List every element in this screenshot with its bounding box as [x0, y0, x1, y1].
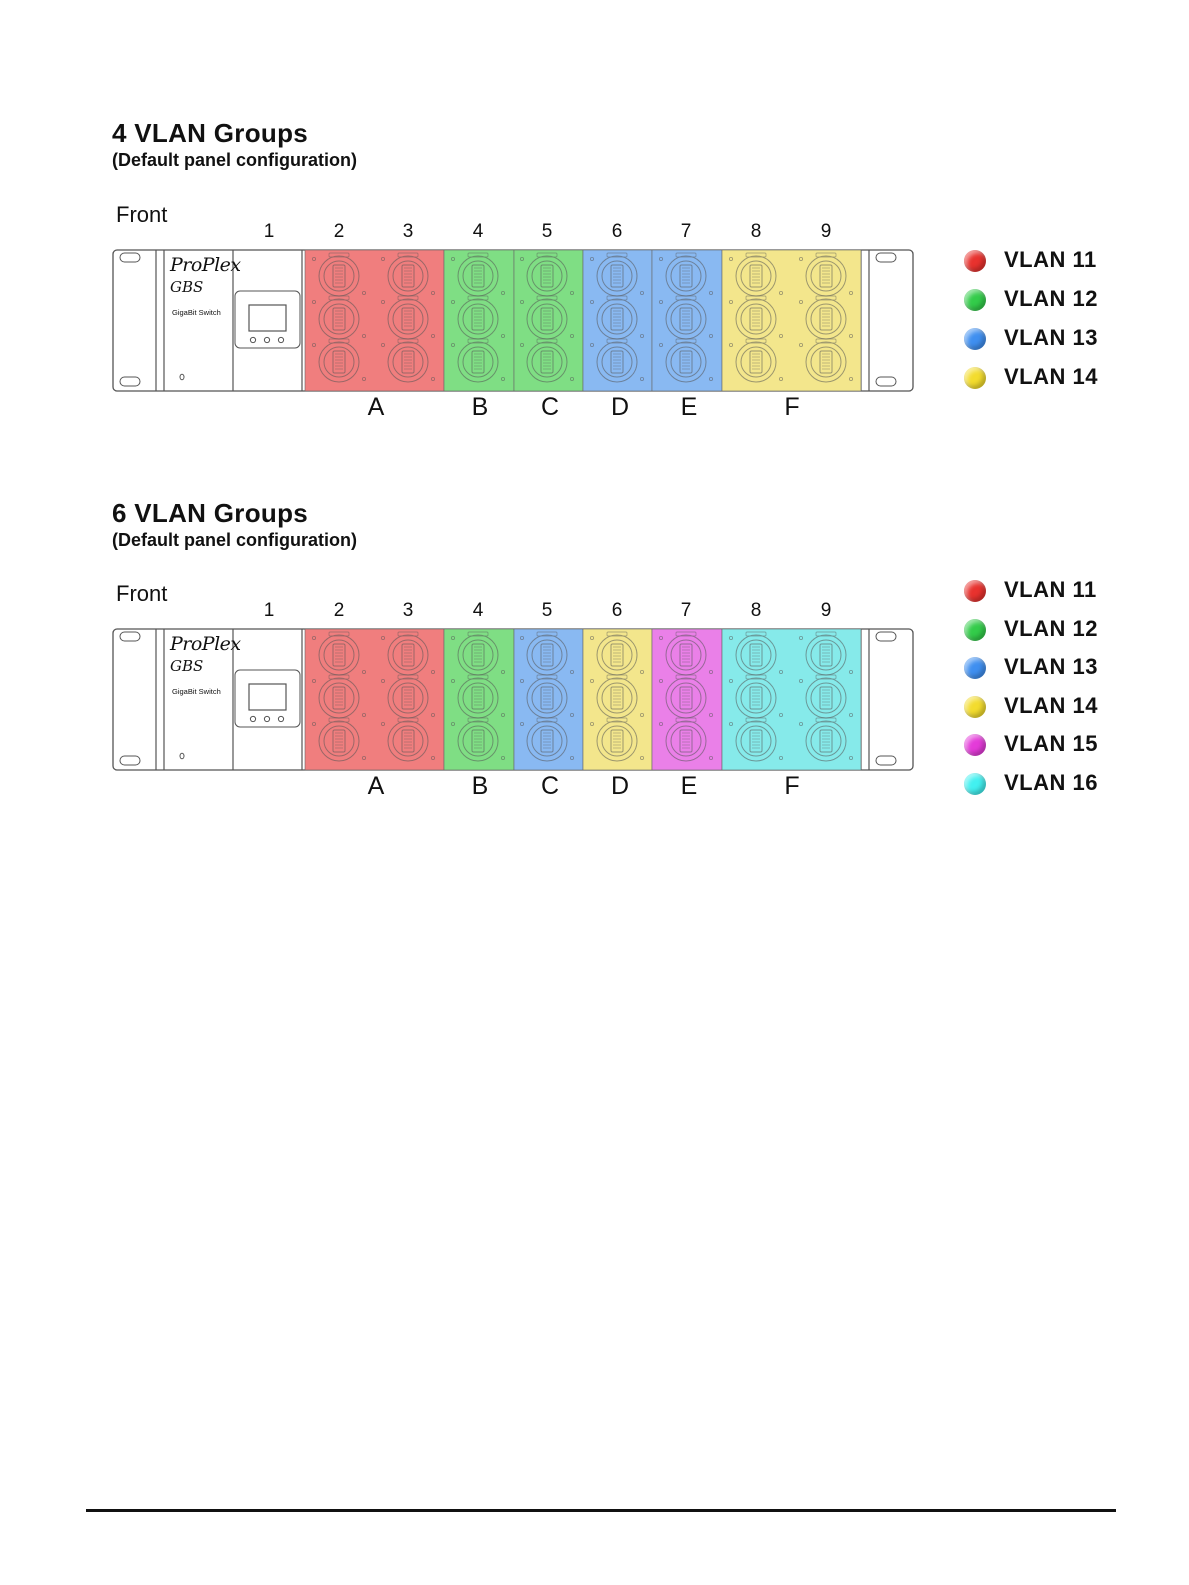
legend-color-dot-icon: [964, 696, 986, 718]
rack-panel: [112, 628, 915, 772]
group-letter-label: A: [367, 772, 385, 800]
legend-label: VLAN 15: [1004, 731, 1098, 757]
group-letter-label: A: [367, 393, 385, 421]
brand-model-text: GBS: [170, 278, 204, 296]
group-letter-label: B: [471, 772, 489, 800]
legend-label: VLAN 16: [1004, 770, 1098, 795]
brand-model-text: GBS: [170, 657, 204, 675]
front-label: Front: [116, 581, 168, 606]
group-letter-label: F: [784, 772, 800, 800]
port-number-label: 5: [541, 600, 553, 621]
section-title: 4 VLAN Groups: [112, 118, 309, 148]
port-number-label: 9: [820, 221, 832, 242]
group-letter-label: D: [610, 772, 630, 800]
legend-label: VLAN 14: [1004, 364, 1098, 389]
port-number-label: 1: [263, 221, 275, 242]
legend-label: VLAN 14: [1004, 692, 1098, 718]
port-number-label: 2: [333, 221, 345, 242]
legend-label: VLAN 12: [1004, 615, 1098, 641]
port-number-label: 3: [402, 600, 414, 621]
port-number-label: 8: [750, 221, 762, 242]
group-letter-label: B: [471, 393, 489, 421]
brand-tagline-text: GigaBit Switch: [172, 308, 221, 317]
group-letter-label: E: [680, 772, 698, 800]
legend-label: VLAN 11: [1004, 247, 1097, 272]
legend-label: VLAN 11: [1004, 577, 1097, 602]
legend-label: VLAN 13: [1004, 654, 1098, 680]
legend-label: VLAN 13: [1004, 325, 1098, 350]
group-letter-label: E: [680, 393, 698, 421]
front-label: Front: [116, 202, 168, 227]
brand-logo-text: ProPlex: [170, 254, 241, 276]
port-number-label: 7: [680, 600, 692, 621]
port-number-label: 2: [333, 600, 345, 621]
brand-logo-text: ProPlex: [170, 633, 241, 655]
section-subtitle: (Default panel configuration): [112, 150, 357, 170]
legend-color-dot-icon: [964, 734, 986, 756]
port-number-label: 8: [750, 600, 762, 621]
legend-color-dot-icon: [964, 619, 986, 641]
legend-color-dot-icon: [964, 773, 986, 795]
legend-color-dot-icon: [964, 580, 986, 602]
port-number-label: 6: [611, 221, 623, 242]
brand-tagline-text: GigaBit Switch: [172, 687, 221, 696]
group-letter-label: F: [784, 393, 800, 421]
group-letter-label: D: [610, 393, 630, 421]
port-number-label: 5: [541, 221, 553, 242]
port-number-label: 9: [820, 600, 832, 621]
section-subtitle: (Default panel configuration): [112, 530, 357, 550]
section-title: 6 VLAN Groups: [112, 498, 309, 528]
port-number-label: 1: [263, 600, 275, 621]
footer-rule: [86, 1509, 1116, 1512]
group-letter-label: C: [540, 393, 560, 421]
port-number-label: 6: [611, 600, 623, 621]
legend-color-dot-icon: [964, 657, 986, 679]
port-number-label: 4: [472, 600, 484, 621]
lcd-screen-icon: [249, 684, 286, 710]
group-letter-label: C: [540, 772, 560, 800]
port-number-label: 4: [472, 221, 484, 242]
port-number-label: 7: [680, 221, 692, 242]
legend-label: VLAN 12: [1004, 286, 1098, 311]
port-number-label: 3: [402, 221, 414, 242]
